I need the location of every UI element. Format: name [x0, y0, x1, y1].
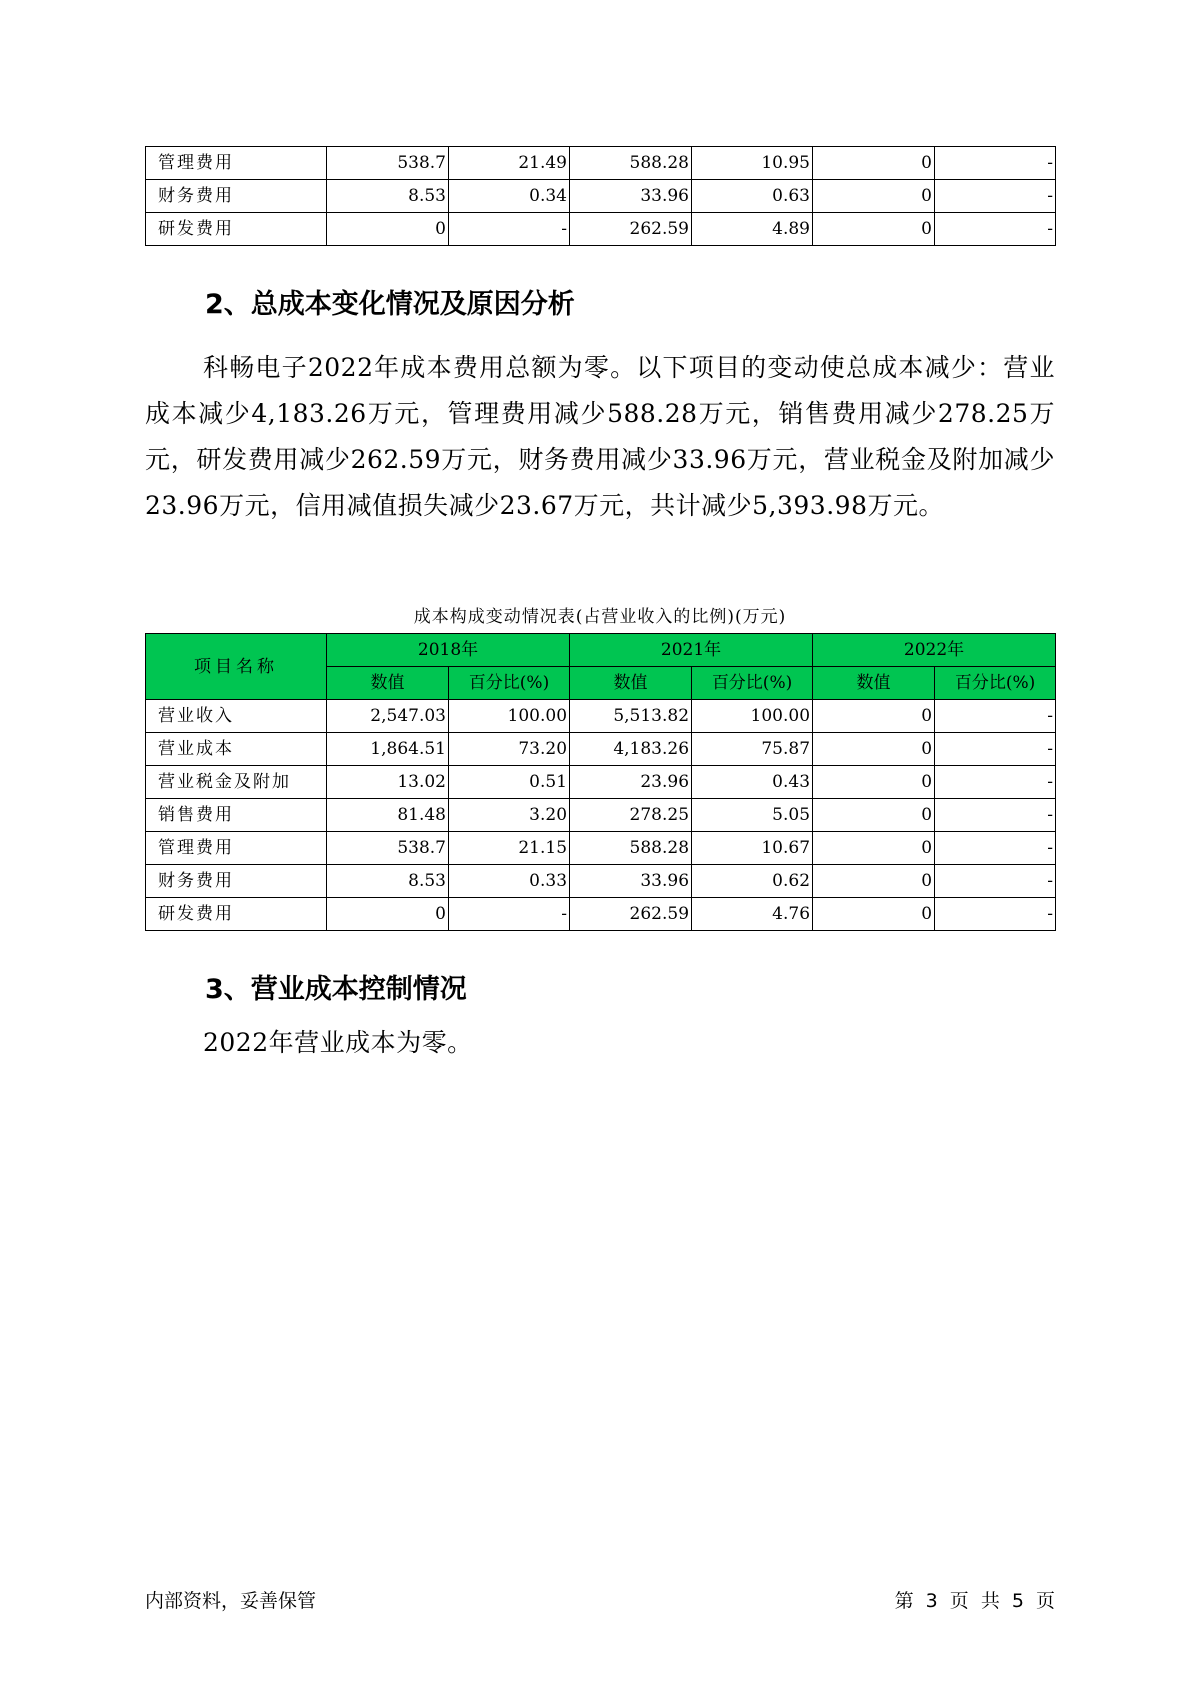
- row-label: 研发费用: [146, 898, 327, 931]
- table-row: [146, 832, 1056, 865]
- row-label: 管理费用: [146, 147, 327, 180]
- cell-2021-value: 23.96: [570, 766, 692, 799]
- cell-2022-percent: -: [935, 799, 1056, 832]
- cell-2018-percent: -: [449, 213, 570, 246]
- top-cost-table: [145, 146, 1056, 246]
- cell-2021-value: 33.96: [570, 180, 692, 213]
- cell-2021-value: 4,183.26: [570, 733, 692, 766]
- table-row: [146, 180, 1056, 213]
- cell-2018-value: 13.02: [327, 766, 449, 799]
- table-row: [146, 700, 1056, 733]
- cell-2021-value: 262.59: [570, 898, 692, 931]
- row-label: 财务费用: [146, 865, 327, 898]
- section-3-heading: 3、营业成本控制情况: [205, 974, 467, 1005]
- cell-2022-percent: -: [935, 865, 1056, 898]
- cell-2018-value: 8.53: [327, 180, 449, 213]
- cell-2021-percent: 0.62: [692, 865, 813, 898]
- cell-2018-percent: 21.49: [449, 147, 570, 180]
- header-value: 数值: [570, 667, 692, 700]
- row-label: 财务费用: [146, 180, 327, 213]
- cell-2021-percent: 4.76: [692, 898, 813, 931]
- table-header-row: [146, 634, 1056, 667]
- cell-2018-percent: 73.20: [449, 733, 570, 766]
- cell-2022-value: 0: [813, 898, 935, 931]
- cell-2021-value: 5,513.82: [570, 700, 692, 733]
- cell-2018-percent: 0.51: [449, 766, 570, 799]
- cell-2021-value: 33.96: [570, 865, 692, 898]
- header-percent: 百分比(%): [935, 667, 1056, 700]
- section-3-paragraph: 2022年营业成本为零。: [203, 1028, 473, 1057]
- cell-2018-value: 8.53: [327, 865, 449, 898]
- cell-2022-value: 0: [813, 766, 935, 799]
- table-row: [146, 213, 1056, 246]
- section-2-paragraph: 科畅电子2022年成本费用总额为零。以下项目的变动使总成本减少：营业成本减少4,183.26万元，管理费用减少588.28万元，销售费用减少278.25万元，研发费用减少262.59万元，财务费用减少33.96万元，营业税金及附加减少23.96万元，信用减值损失减少23.67万元，共计减少5,393.98万元。: [145, 353, 1055, 520]
- cell-2021-value: 278.25: [570, 799, 692, 832]
- cell-2018-value: 0: [327, 213, 449, 246]
- cell-2022-percent: -: [935, 700, 1056, 733]
- cell-2022-value: 0: [813, 180, 935, 213]
- cell-2022-percent: -: [935, 733, 1056, 766]
- cell-2018-percent: -: [449, 898, 570, 931]
- row-label: 营业税金及附加: [146, 766, 327, 799]
- cell-2018-value: 2,547.03: [327, 700, 449, 733]
- cell-2021-percent: 0.63: [692, 180, 813, 213]
- footer-confidential-note: 内部资料，妥善保管: [145, 1590, 317, 1612]
- cell-2022-value: 0: [813, 865, 935, 898]
- header-year-2018: 2018年: [327, 634, 570, 667]
- footer-page-number: 第 3 页 共 5 页: [894, 1590, 1055, 1612]
- cell-2021-value: 262.59: [570, 213, 692, 246]
- table-row: [146, 766, 1056, 799]
- header-percent: 百分比(%): [692, 667, 813, 700]
- row-label: 销售费用: [146, 799, 327, 832]
- header-year-2021: 2021年: [570, 634, 813, 667]
- row-label: 营业收入: [146, 700, 327, 733]
- cell-2022-percent: -: [935, 898, 1056, 931]
- table-row: [146, 147, 1056, 180]
- cell-2018-percent: 3.20: [449, 799, 570, 832]
- cell-2022-percent: -: [935, 213, 1056, 246]
- table-caption: 成本构成变动情况表(占营业收入的比例)(万元): [413, 607, 787, 627]
- cell-2022-value: 0: [813, 147, 935, 180]
- cell-2022-percent: -: [935, 180, 1056, 213]
- cell-2018-value: 538.7: [327, 147, 449, 180]
- cell-2022-percent: -: [935, 832, 1056, 865]
- cell-2021-percent: 5.05: [692, 799, 813, 832]
- cell-2018-percent: 21.15: [449, 832, 570, 865]
- cell-2021-percent: 10.67: [692, 832, 813, 865]
- cell-2021-value: 588.28: [570, 832, 692, 865]
- row-label: 管理费用: [146, 832, 327, 865]
- cell-2022-value: 0: [813, 799, 935, 832]
- table-row: [146, 865, 1056, 898]
- header-value: 数值: [813, 667, 935, 700]
- cell-2018-percent: 100.00: [449, 700, 570, 733]
- header-percent: 百分比(%): [449, 667, 570, 700]
- header-value: 数值: [327, 667, 449, 700]
- cost-structure-table: [145, 633, 1056, 931]
- row-label: 营业成本: [146, 733, 327, 766]
- cell-2022-value: 0: [813, 700, 935, 733]
- cell-2018-percent: 0.34: [449, 180, 570, 213]
- table-row: [146, 799, 1056, 832]
- cell-2018-value: 0: [327, 898, 449, 931]
- cell-2018-value: 81.48: [327, 799, 449, 832]
- cell-2022-percent: -: [935, 766, 1056, 799]
- cell-2018-value: 1,864.51: [327, 733, 449, 766]
- row-label: 研发费用: [146, 213, 327, 246]
- cell-2021-percent: 4.89: [692, 213, 813, 246]
- cell-2021-percent: 75.87: [692, 733, 813, 766]
- cell-2021-percent: 0.43: [692, 766, 813, 799]
- cell-2018-percent: 0.33: [449, 865, 570, 898]
- header-year-2022: 2022年: [813, 634, 1056, 667]
- cell-2021-percent: 10.95: [692, 147, 813, 180]
- cell-2022-value: 0: [813, 832, 935, 865]
- cell-2022-value: 0: [813, 213, 935, 246]
- table-row: [146, 733, 1056, 766]
- cell-2018-value: 538.7: [327, 832, 449, 865]
- cell-2022-value: 0: [813, 733, 935, 766]
- cell-2022-percent: -: [935, 147, 1056, 180]
- header-item-name: 项目名称: [146, 634, 327, 700]
- section-2-heading: 2、总成本变化情况及原因分析: [205, 289, 575, 320]
- cell-2021-percent: 100.00: [692, 700, 813, 733]
- cell-2021-value: 588.28: [570, 147, 692, 180]
- table-row: [146, 898, 1056, 931]
